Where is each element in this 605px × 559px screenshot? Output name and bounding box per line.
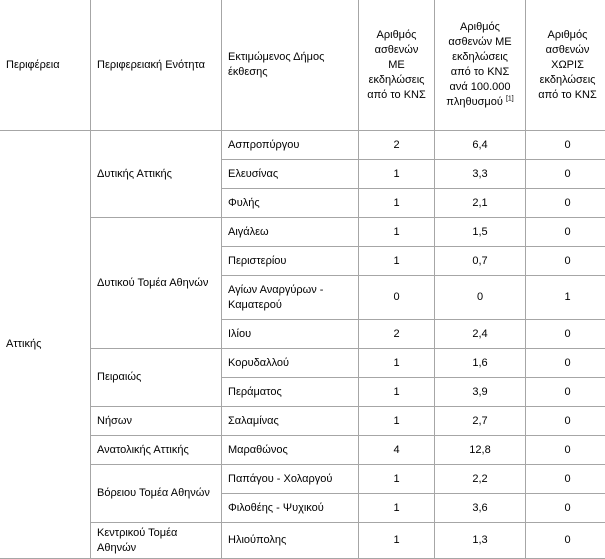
with-cns-cell: 1: [359, 189, 435, 218]
without-cns-cell: 0: [526, 131, 605, 160]
with-cns-cell: 2: [359, 320, 435, 349]
header-per-100k-text: Αριθμός ασθενών ΜΕ εκδηλώσεις από το ΚΝΣ ανά 100.000 πληθυσμού: [446, 21, 512, 108]
without-cns-cell: 0: [526, 160, 605, 189]
with-cns-cell: 1: [359, 465, 435, 494]
without-cns-cell: 0: [526, 320, 605, 349]
header-row: [0, 0, 605, 131]
table-row: [0, 407, 605, 436]
without-cns-cell: 0: [526, 378, 605, 407]
with-cns-cell: 1: [359, 218, 435, 247]
unit-cell: Βόρειου Τομέα Αθηνών: [91, 465, 222, 523]
municipality-cell: Ελευσίνας: [222, 160, 359, 189]
per-100k-cell: 12,8: [435, 436, 526, 465]
municipality-cell: Μαραθώνος: [222, 436, 359, 465]
municipality-cell: Ασπροπύργου: [222, 131, 359, 160]
without-cns-cell: 0: [526, 494, 605, 523]
unit-cell: Κεντρικού Τομέα Αθηνών: [91, 523, 222, 559]
unit-cell: Ανατολικής Αττικής: [91, 436, 222, 465]
table-row: [0, 131, 605, 160]
with-cns-cell: 1: [359, 349, 435, 378]
without-cns-cell: 0: [526, 218, 605, 247]
per-100k-cell: 0: [435, 276, 526, 320]
per-100k-cell: 2,2: [435, 465, 526, 494]
with-cns-cell: 1: [359, 378, 435, 407]
table-row: [0, 523, 605, 559]
with-cns-cell: 0: [359, 276, 435, 320]
without-cns-cell: 0: [526, 465, 605, 494]
with-cns-cell: 1: [359, 247, 435, 276]
municipality-cell: Περάματος: [222, 378, 359, 407]
municipality-cell: Φυλής: [222, 189, 359, 218]
unit-cell: Πειραιώς: [91, 349, 222, 407]
per-100k-cell: 3,9: [435, 378, 526, 407]
without-cns-cell: 0: [526, 436, 605, 465]
municipality-cell: Ηλιούπολης: [222, 523, 359, 559]
with-cns-cell: 4: [359, 436, 435, 465]
per-100k-cell: 1,3: [435, 523, 526, 559]
without-cns-cell: 0: [526, 349, 605, 378]
header-without-cns: Αριθμός ασθενών ΧΩΡΙΣ εκδηλώσεις από το ΚΝΣ: [526, 0, 605, 131]
without-cns-cell: 1: [526, 276, 605, 320]
table-row: [0, 436, 605, 465]
without-cns-cell: 0: [526, 523, 605, 559]
per-100k-cell: 6,4: [435, 131, 526, 160]
per-100k-cell: 1,6: [435, 349, 526, 378]
municipality-cell: Αγίων Αναργύρων - Καματερού: [222, 276, 359, 320]
without-cns-cell: 0: [526, 189, 605, 218]
with-cns-cell: 1: [359, 523, 435, 559]
municipality-cell: Ιλίου: [222, 320, 359, 349]
with-cns-cell: 1: [359, 160, 435, 189]
table-row: [0, 465, 605, 494]
footnote-ref-link[interactable]: [1]: [505, 95, 514, 103]
per-100k-cell: 3,3: [435, 160, 526, 189]
unit-cell: Νήσων: [91, 407, 222, 436]
region-cell: Αττικής: [0, 131, 91, 559]
header-with-cns: Αριθμός ασθενών ΜΕ εκδηλώσεις από το ΚΝΣ: [359, 0, 435, 131]
table-row: [0, 218, 605, 247]
unit-cell: Δυτικού Τομέα Αθηνών: [91, 218, 222, 349]
header-region: Περιφέρεια: [0, 0, 91, 131]
municipality-cell: Αιγάλεω: [222, 218, 359, 247]
per-100k-cell: 2,4: [435, 320, 526, 349]
unit-cell: Δυτικής Αττικής: [91, 131, 222, 218]
per-100k-cell: 0,7: [435, 247, 526, 276]
header-unit: Περιφερειακή Ενότητα: [91, 0, 222, 131]
without-cns-cell: 0: [526, 247, 605, 276]
with-cns-cell: 1: [359, 407, 435, 436]
municipality-cell: Σαλαμίνας: [222, 407, 359, 436]
with-cns-cell: 2: [359, 131, 435, 160]
municipality-cell: Παπάγου - Χολαργού: [222, 465, 359, 494]
without-cns-cell: 0: [526, 407, 605, 436]
municipality-cell: Κορυδαλλού: [222, 349, 359, 378]
per-100k-cell: 3,6: [435, 494, 526, 523]
per-100k-cell: 2,7: [435, 407, 526, 436]
per-100k-cell: 1,5: [435, 218, 526, 247]
header-municipality: Εκτιμώμενος Δήμος έκθεσης: [222, 0, 359, 131]
header-per-100k: [435, 0, 526, 131]
per-100k-cell: 2,1: [435, 189, 526, 218]
municipality-cell: Φιλοθέης - Ψυχικού: [222, 494, 359, 523]
municipality-cell: Περιστερίου: [222, 247, 359, 276]
table-row: [0, 349, 605, 378]
with-cns-cell: 1: [359, 494, 435, 523]
